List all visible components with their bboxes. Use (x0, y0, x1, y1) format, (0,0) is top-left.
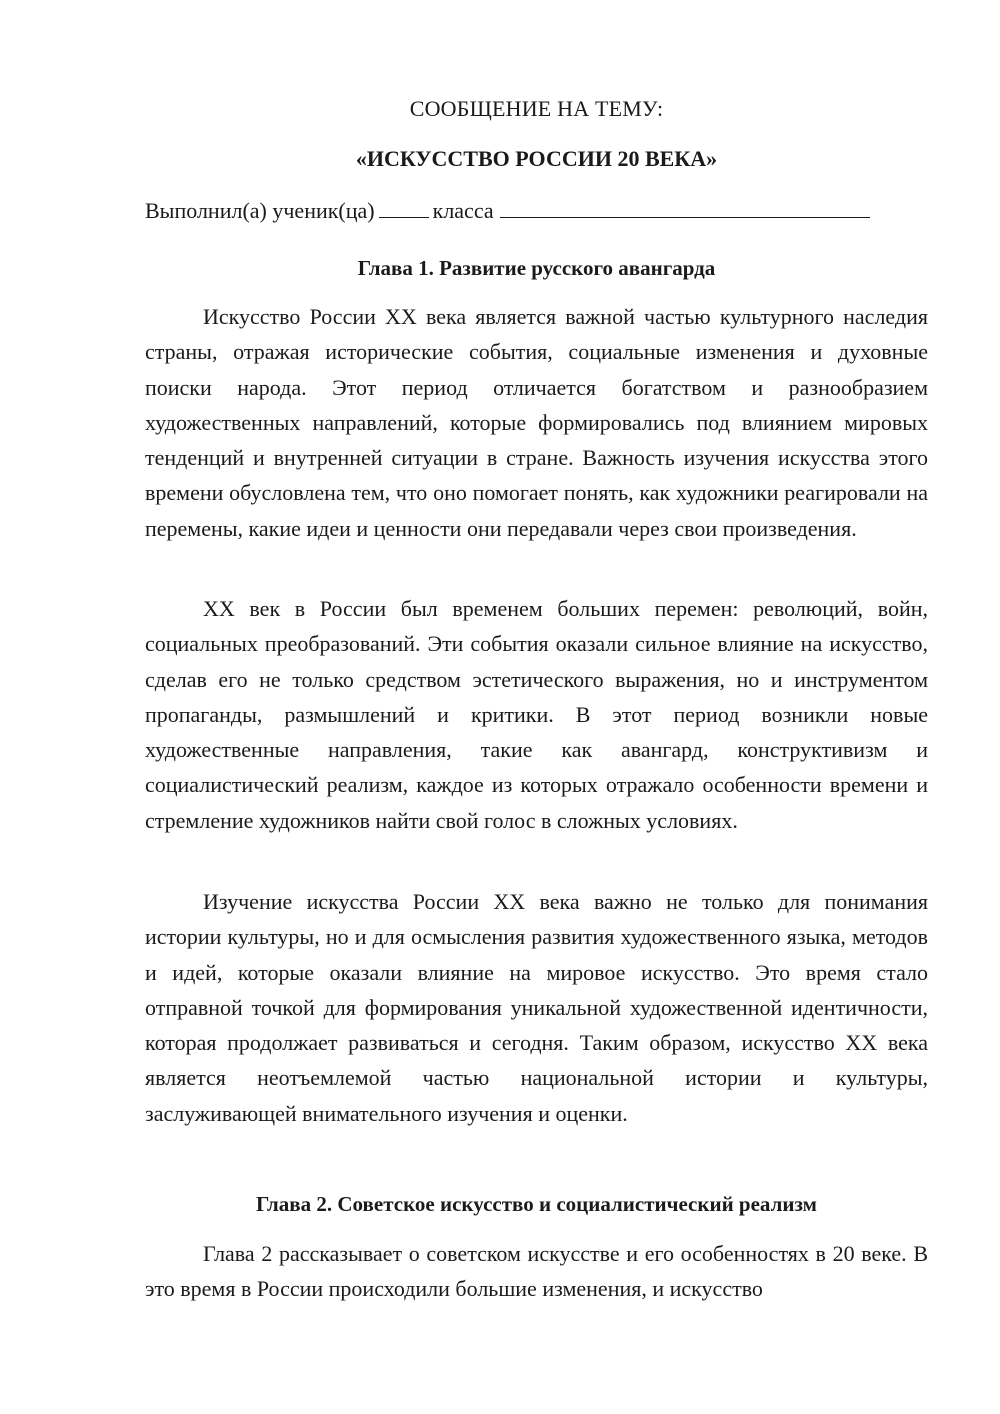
chapter-1-paragraph-2: XX век в России был временем больших перемен: революций, войн, социальных преобразований. Эти события оказали сильное влияние на искусство, сделав его не только средством эстетического выражения, но и инструментом пропаганды, размышлений и критики. В этот период возникли новые художественные направления, такие как авангард, конструктивизм и социалистический реализм, каждое из которых отражало особенности времени и стремление художников найти свой голос в сложных условиях. (145, 596, 928, 833)
class-number-blank (379, 197, 429, 218)
chapter-1-heading: Глава 1. Развитие русского авангарда (357, 256, 716, 280)
author-line (145, 196, 928, 226)
author-label: Выполнил(а) ученик(ца) (145, 198, 375, 223)
chapter-1-paragraph-1: Искусство России XX века является важной частью культурного наследия страны, отражая исторические события, социальные изменения и духовные поиски народа. Этот период отличается богатством и разнообразием художественных направлений, которые формировались под влиянием мировых тенденций и внутренней ситуации в стране. Важность изучения искусства этого времени обусловлена тем, что оно помогает понять, как художники реагировали на перемены, какие идеи и ценности они передавали через свои произведения. (145, 304, 928, 541)
chapter-2-paragraph-1: Глава 2 рассказывает о советском искусстве и его особенностях в 20 веке. В это время в России происходили большие изменения, и искусство (145, 1241, 928, 1302)
author-name-blank (500, 197, 870, 218)
class-label: класса (432, 198, 494, 223)
chapter-1-paragraph-3: Изучение искусства России XX века важно не только для понимания истории культуры, но и для осмысления развития художественного языка, методов и идей, которые оказали влияние на мировое искусство. Это время стало отправной точкой для формирования уникальной художественной идентичности, которая продолжает развиваться и сегодня. Таким образом, искусство XX века является неотъемлемой частью национальной истории и культуры, заслуживающей внимательного изучения и оценки. (145, 889, 928, 1126)
document-title-line-2: «ИСКУССТВО РОССИИ 20 ВЕКА» (355, 146, 718, 171)
chapter-2-heading: Глава 2. Советское искусство и социалистический реализм (256, 1192, 817, 1216)
document-title-line-1: СООБЩЕНИЕ НА ТЕМУ: (409, 96, 664, 121)
